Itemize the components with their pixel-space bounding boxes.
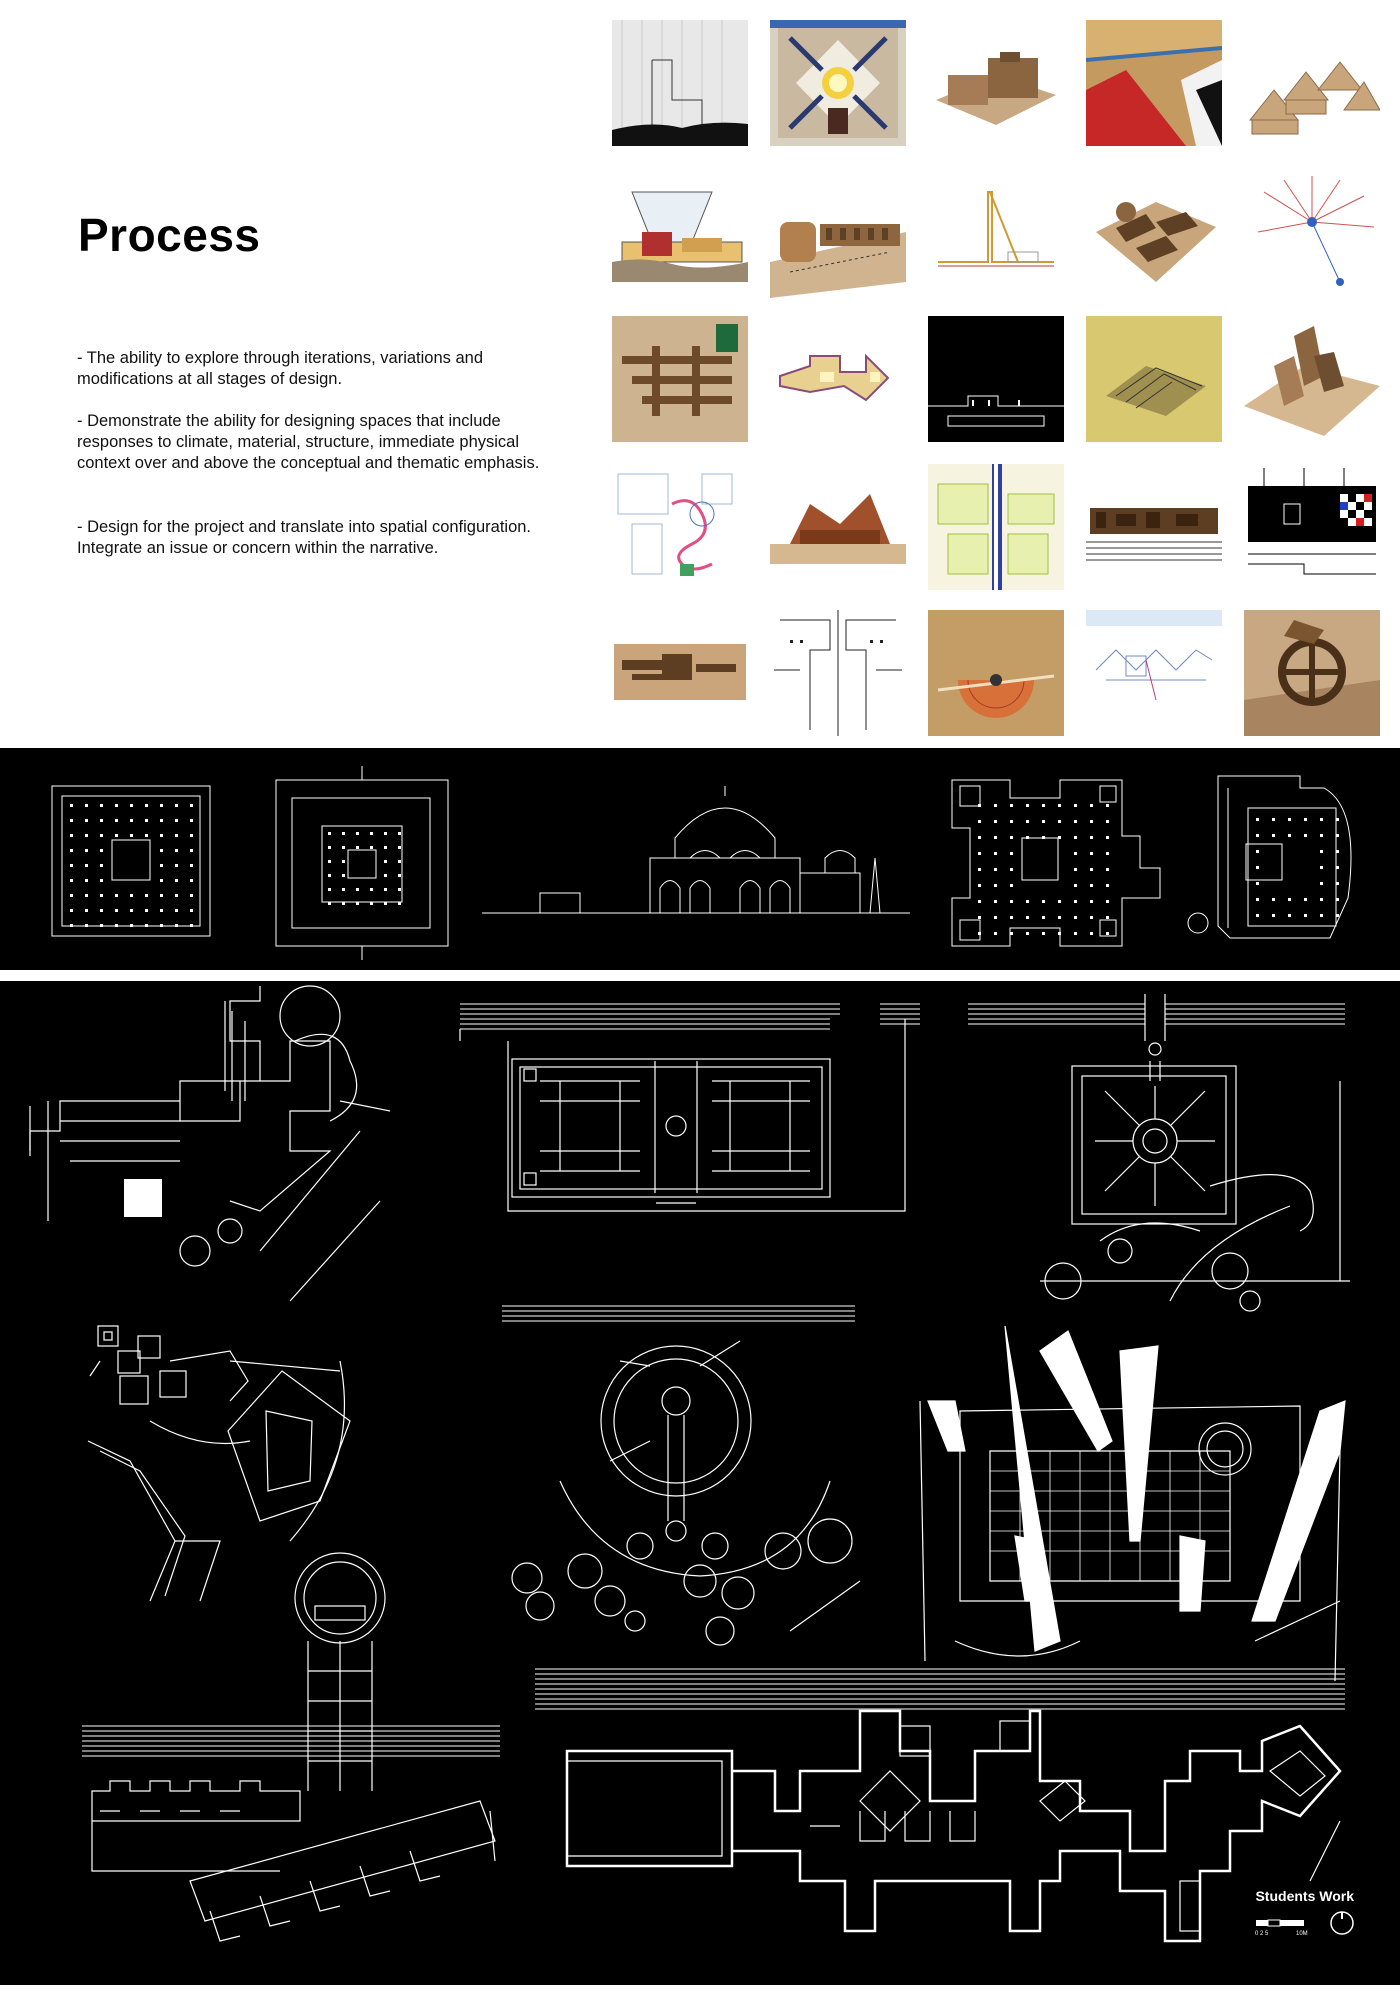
plan-linear-complex <box>535 1669 1345 1941</box>
process-image-site-model <box>612 610 748 736</box>
process-image-circular-model <box>1244 610 1380 736</box>
process-image-pyramid-models <box>1244 20 1380 146</box>
plan-l-shaped-building <box>30 986 390 1301</box>
process-image-line-plan <box>770 610 906 736</box>
north-arrow-icon <box>1328 1909 1356 1937</box>
plan-radial-pavilion <box>968 994 1350 1311</box>
process-image-pink-plan-sketch <box>612 464 748 590</box>
process-image-blue-sketch-plan <box>1086 610 1222 736</box>
process-image-tower-model <box>1244 316 1380 442</box>
page-title: Process <box>78 209 261 261</box>
process-image-yellow-model <box>1086 316 1222 442</box>
plan-symmetric-courtyards <box>460 1004 920 1211</box>
drawing-plan-square-1 <box>52 786 210 936</box>
process-image-line-section <box>928 172 1064 298</box>
drawings-strip <box>0 748 1400 970</box>
process-image-golden-plan <box>770 316 906 442</box>
process-image-radial-diagram <box>1244 172 1380 298</box>
process-image-curved-roof-model <box>770 464 906 590</box>
site-plans-panel <box>0 981 1400 1985</box>
drawing-plan-courtyard <box>1188 776 1351 938</box>
svg-text:0 2 5: 0 2 5 <box>1255 1931 1269 1937</box>
students-work-caption: Students Work <box>1255 1888 1354 1904</box>
process-image-wood-model <box>612 316 748 442</box>
process-image-massing-model <box>928 20 1064 146</box>
drawing-plan-square-2 <box>276 766 448 960</box>
scale-bar-icon <box>1254 1918 1314 1938</box>
process-image-colored-strip-plan <box>928 464 1064 590</box>
drawing-plan-cross <box>952 780 1160 946</box>
description-paragraph-2: - Demonstrate the ability for designing spaces that include responses to climate, material, structure, immediate physical context over and above the conceptual and thematic emphasis. <box>77 412 540 472</box>
process-image-red-stairs-model <box>1086 20 1222 146</box>
description-paragraph-3: - Design for the project and translate into spatial configuration. Integrate an issue or concern within the narrative. <box>77 518 532 557</box>
description-paragraph-1: - The ability to explore through iterations, variations and modifications at all stages of design. <box>77 349 484 388</box>
process-image-colored-section <box>612 172 748 298</box>
plan-circular-garden <box>502 1306 860 1645</box>
process-image-terraced-model <box>1086 172 1222 298</box>
plan-wedge-towers <box>920 1326 1345 1681</box>
process-image-mandala-painting <box>770 20 906 146</box>
process-image-cardboard-cluster <box>770 172 906 298</box>
process-image-linear-model <box>1086 464 1222 590</box>
drawing-elevation-domed-building <box>482 786 910 913</box>
process-image-sketch-section <box>612 20 748 146</box>
process-image-black-section <box>928 316 1064 442</box>
plan-staggered-squares <box>88 1326 350 1601</box>
process-image-amphitheatre-plan <box>928 610 1064 736</box>
svg-text:10M: 10M <box>1296 1931 1308 1937</box>
process-image-checker-section <box>1244 464 1380 590</box>
plan-housing-cluster <box>82 1553 500 1941</box>
